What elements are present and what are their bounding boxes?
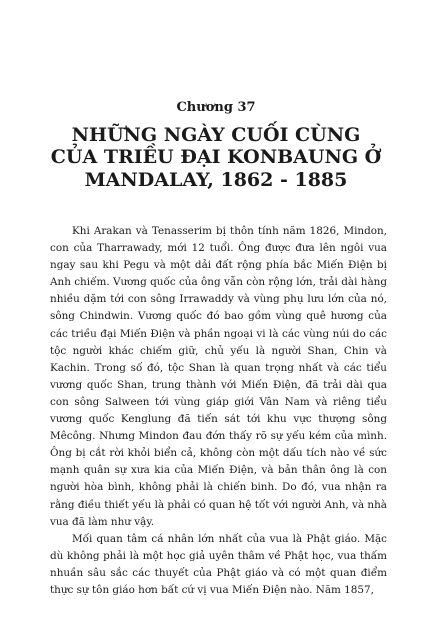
body-text bbox=[50, 223, 387, 599]
chapter-heading: Chương 37 bbox=[176, 100, 256, 115]
chapter-title-line-1: NHỮNG NGÀY CUỐI CÙNG bbox=[71, 124, 361, 146]
chapter-title-line-3: MANDALAY, 1862 - 1885 bbox=[84, 169, 348, 191]
paragraph-1: Khi Arakan và Tenasserim bị thôn tính năm 1826, Mindon, con của Tharrawady, mới 12 tuổi. Ông được đưa lên ngôi vua ngay sau khi Pegu và một dải đất rộng phía bắc Miến Điện bị Anh chiếm. Vương quốc của ông vẫn còn rộng lớn, trải dài hàng nhiều dặm tới con sông Irrawaddy và vùng phụ lưu lớn của nó, sông Chindwin. Vương quốc đó bao gồm vùng quê hương của các triều đại Miến Điện và phần ngoại vi là các vùng núi do các tộc người khác chiếm giữ, chủ yếu là người Shan, Chin và Kachin. Trong số đó, tộc Shan là quan trọng nhất và các tiểu vương quốc Shan, trung thành với Miến Điện, đã trải dài qua con sông Salween tới vùng giáp giới Vân Nam và riêng tiểu vương quốc Kenglung đã tiến sát tới khu vực thượng sông Mêcông. Nhưng Mindon đau đớn thấy rõ sự yếu kém của mình. Ông bị cắt rời khỏi biển cả, không còn một dấu tích nào về sức mạnh quân sự xưa kia của Miến Điện, và bản thân ông là con người hòa bình, không phải là chiến binh. Do đó, vua nhận ra rằng điều thiết yếu là phải có quan hệ tốt với người Anh, và nhà vua đã làm như vậy. bbox=[50, 225, 387, 528]
paragraph-2: Mối quan tâm cá nhân lớn nhất của vua là Phật giáo. Mặc dù không phải là một học giả uyên thâm về Phật học, vua thấm nhuần sâu sắc các thuyết của Phật giáo và có một quan điểm thực sự tôn giáo hơn bất cứ vị vua Miến Điện nào. Năm 1857, bbox=[50, 532, 387, 596]
chapter-title-line-2: CỦA TRIỀU ĐẠI KONBAUNG Ở bbox=[50, 146, 382, 168]
